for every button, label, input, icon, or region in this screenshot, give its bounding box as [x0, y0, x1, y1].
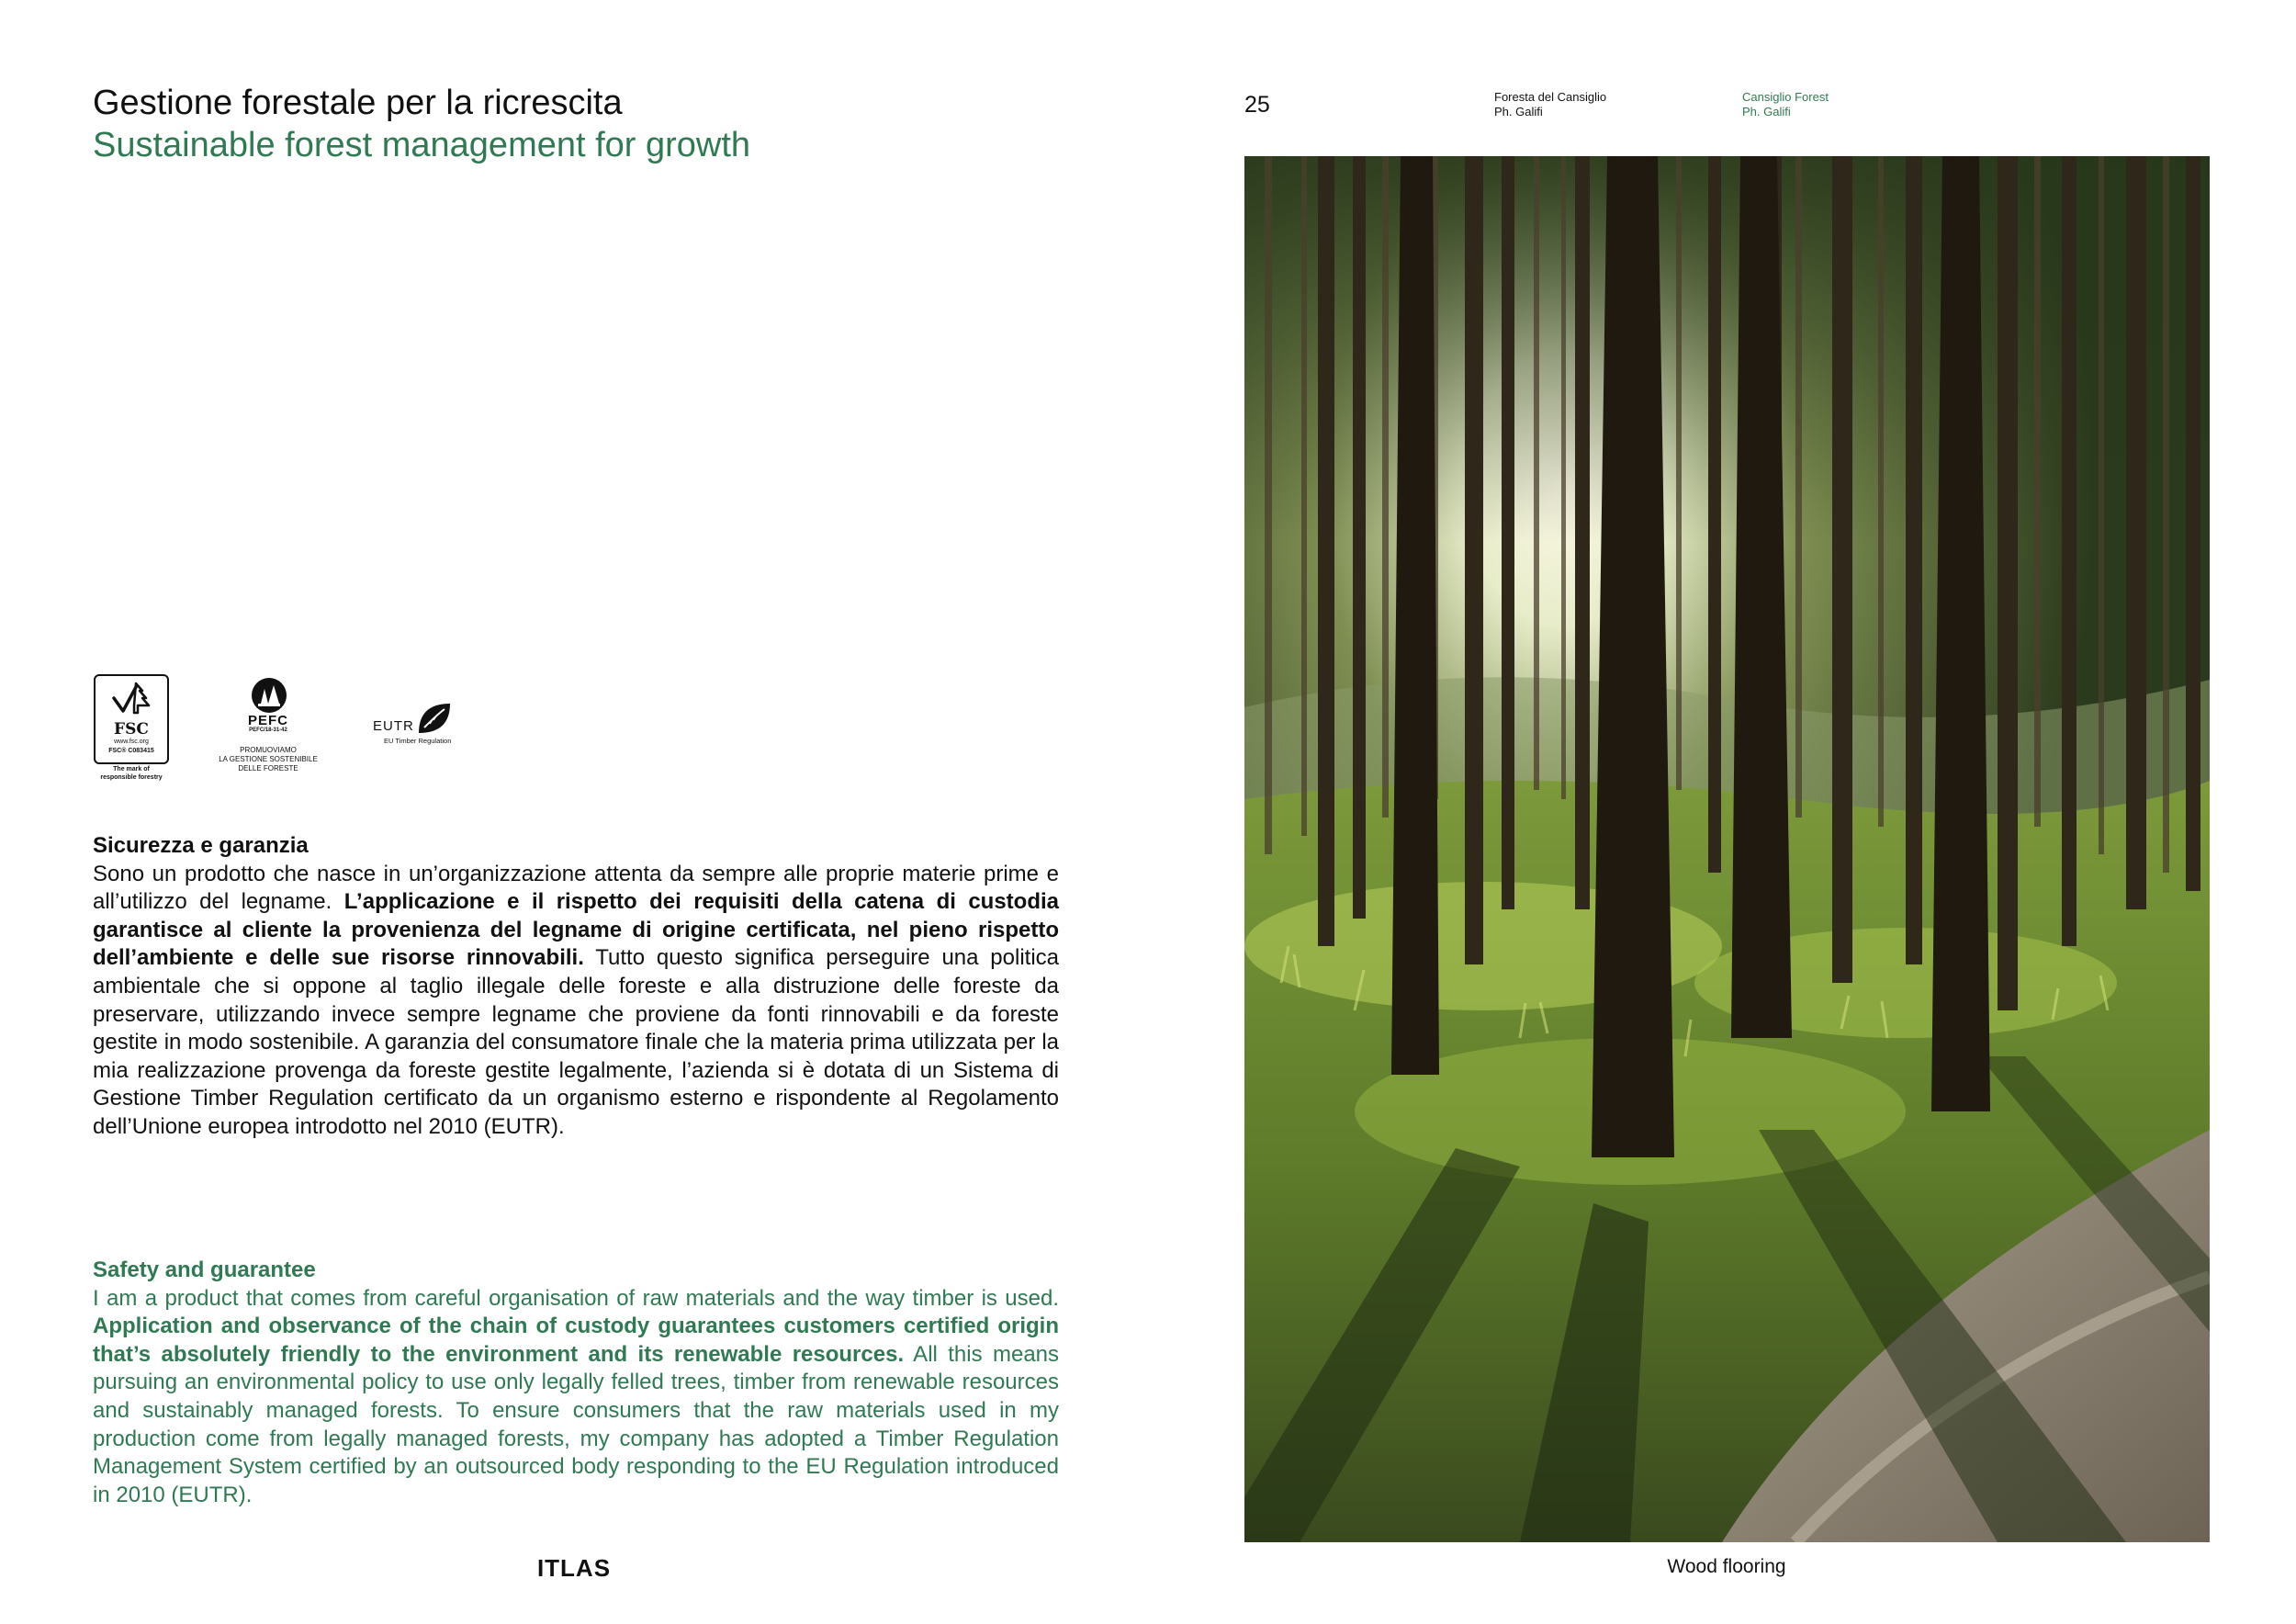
fsc-logo-url: www.fsc.org — [114, 739, 149, 745]
section-english-text-bold: Application and observance of the chain of custody guarantees customers certified origin that’s absolutely friendly to the environment and its renewable resources. — [93, 1314, 1059, 1367]
section-italian-heading: Sicurezza e garanzia — [93, 833, 309, 858]
photo-caption-italian-line-2: Ph. Galifi — [1494, 105, 1543, 118]
pefc-logo-tagline-3: DELLE FORESTE — [238, 764, 298, 773]
fsc-logo-code: FSC® C083415 — [108, 748, 154, 754]
section-italian — [93, 832, 1059, 1142]
section-english — [93, 1257, 1059, 1509]
section-english-heading: Safety and guarantee — [93, 1257, 316, 1282]
pefc-logo-name: PEFC — [247, 713, 288, 728]
photo-caption-italian — [1494, 90, 1606, 119]
eutr-logo-tagline: EU Timber Regulation — [384, 737, 452, 745]
photo-caption-italian-line-1: Foresta del Cansiglio — [1494, 90, 1607, 104]
fsc-logo — [92, 672, 171, 786]
section-english-body — [93, 1285, 1059, 1510]
fsc-tree-check-icon — [108, 680, 154, 718]
forest-photo-illustration — [1244, 156, 2210, 1542]
eutr-leaf-icon — [415, 700, 452, 737]
photo-caption-english-line-2: Ph. Galifi — [1742, 105, 1791, 118]
section-italian-text-2: Tutto questo significa perseguire una politica ambientale che si oppone al taglio illegale delle foreste e alla distruzione delle foreste da preservare, utilizzando invece sempre legname che proviene da fonti rinnovabili e da foreste gestite in modo sostenibile. A garanzia del consumatore finale che la materia prima utilizzata per la mia realizzazione provenga da foreste gestite legalmente, l’azienda si è dotata di un Sistema di Gestione Timber Regulation certificato da un organismo esterno e rispondente al Regolamento dell’Unione europea introdotto nel 2010 (EUTR). — [93, 945, 1059, 1139]
section-italian-text-bold: L’applicazione e il rispetto dei requisiti della catena di custodia garantisce al cliente la provenienza del legname di origine certificata, nel pieno rispetto dell’ambiente e delle sue risorse rinnovabili. — [93, 889, 1059, 971]
fsc-logo-tagline-1: The mark of — [113, 766, 150, 773]
pefc-logo-tagline-1: PROMUOVIAMO — [240, 746, 297, 754]
eutr-logo — [371, 698, 472, 750]
footer-section-title: Wood flooring — [1667, 1556, 1786, 1577]
eutr-logo-name: EUTR — [373, 718, 414, 734]
footer-brand-logo: ITLAS — [536, 1554, 612, 1582]
page-title-italian: Gestione forestale per la ricrescita — [93, 84, 623, 122]
section-italian-text-1: Sono un prodotto che nasce in un’organizzazione attenta da sempre alle proprie materie prime e all’utilizzo del legname. — [93, 861, 1059, 915]
fsc-logo-name: FSC — [114, 720, 149, 739]
pefc-logo — [213, 676, 323, 779]
page-title-english: Sustainable forest management for growth — [93, 126, 751, 164]
pefc-logo-code: PEFC/18-31-42 — [249, 727, 287, 733]
photo-caption-english-line-1: Cansiglio Forest — [1742, 90, 1829, 104]
section-english-text-1: I am a product that comes from careful organisation of raw materials and the way timber is used. — [93, 1285, 1059, 1311]
photo-caption-english — [1742, 90, 1829, 119]
pefc-logo-tagline-2: LA GESTIONE SOSTENIBILE — [219, 755, 318, 763]
section-english-text-2: All this means pursuing an environmental policy to use only legally felled trees, timber from renewable resources and sustainably managed forests. To ensure consumers that the raw materials used in my production come from legally managed forests, my company has adopted a Timber Regulation Management System certified by an outsourced body responding to the EU Regulation introduced in 2010 (EUTR). — [93, 1341, 1060, 1507]
section-italian-body — [93, 861, 1059, 1142]
fsc-logo-tagline-2: responsible forestry — [100, 774, 163, 781]
page-number: 25 — [1244, 92, 1270, 118]
forest-photo — [1244, 156, 2210, 1542]
pefc-trees-icon — [250, 676, 288, 715]
